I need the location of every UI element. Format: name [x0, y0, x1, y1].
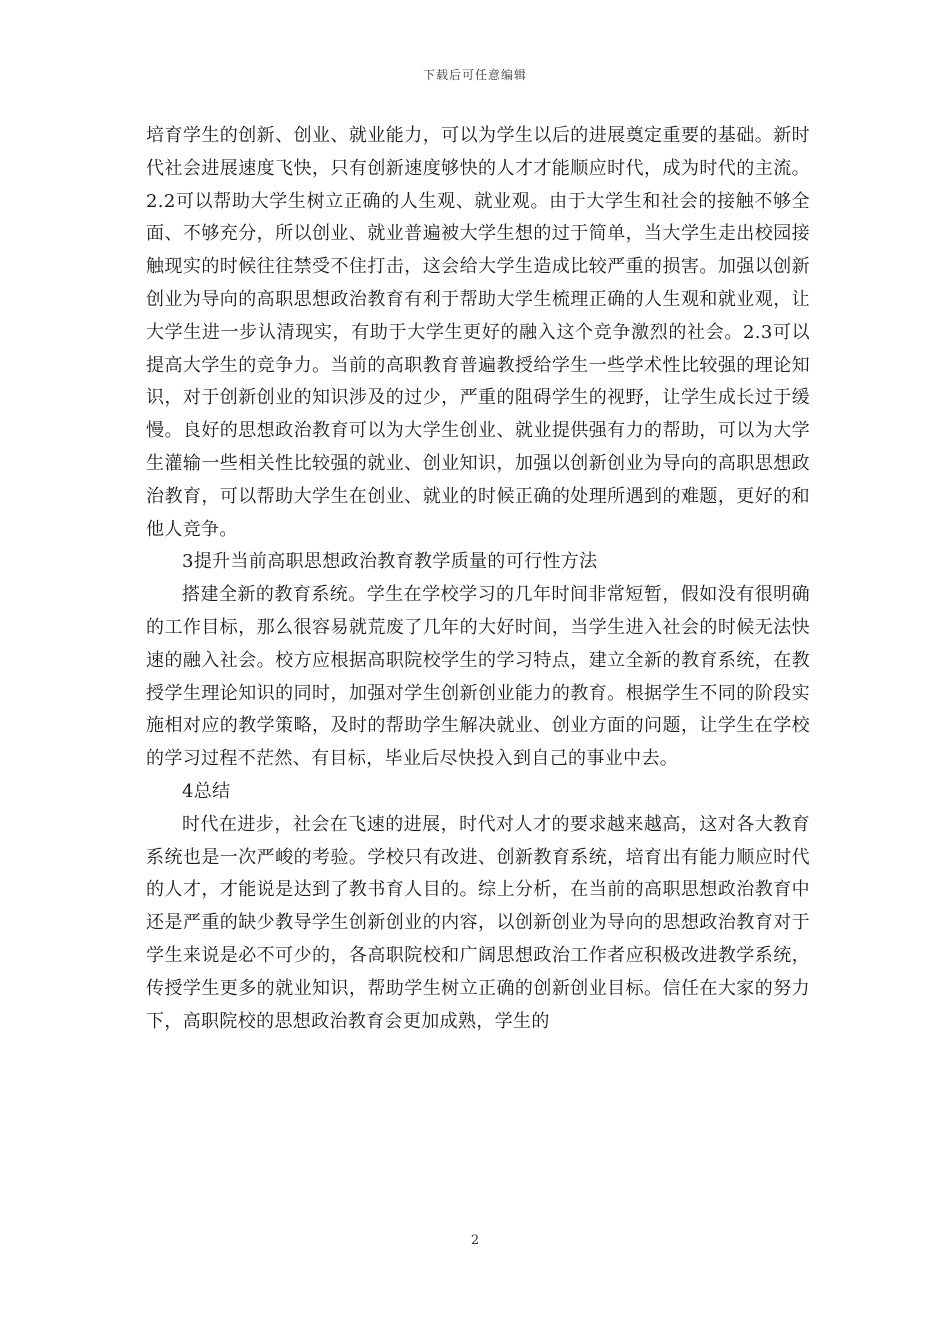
page-number: 2 [470, 1233, 480, 1248]
document-body [146, 120, 810, 1038]
page-header: 下载后可任意编辑 [422, 68, 527, 82]
section-heading-3: 3提升当前高职思想政治教育教学质量的可行性方法 [182, 551, 598, 573]
body-paragraph-1: 培育学生的创新、创业、就业能力，可以为学生以后的进展奠定重要的基础。新时代社会进展速度飞快，只有创新速度够快的人才才能顺应时代，成为时代的主流。2.2可以帮助大学生树立正确的人生观、就业观。由于大学生和社会的接触不够全面、不够充分，所以创业、就业普遍被大学生想的过于简单，当大学生走出校园接触现实的时候往往禁受不住打击，这会给大学生造成比较严重的损害。加强以创新创业为导向的高职思想政治教育有利于帮助大学生梳理正确的人生观和就业观，让大学生进一步认清现实，有助于大学生更好的融入这个竞争激烈的社会。2.3可以提高大学生的竞争力。当前的高职教育普遍教授给学生一些学术性比较强的理论知识，对于创新创业的知识涉及的过少，严重的阻碍学生的视野，让学生成长过于缓慢。良好的思想政治教育可以为大学生创业、就业提供强有力的帮助，可以为大学生灌输一些相关性比较强的就业、创业知识，加强以创新创业为导向的高职思想政治教育，可以帮助大学生在创业、就业的时候正确的处理所遇到的难题，更好的和他人竞争。 [146, 125, 810, 540]
body-paragraph-2: 搭建全新的教育系统。学生在学校学习的几年时间非常短暂，假如没有很明确的工作目标，那么很容易就荒废了几年的大好时间，当学生进入社会的时候无法快速的融入社会。校方应根据高职院校学生的学习特点，建立全新的教育系统，在教授学生理论知识的同时，加强对学生创新创业能力的教育。根据学生不同的阶段实施相对应的教学策略，及时的帮助学生解决就业、创业方面的问题，让学生在学校的学习过程不茫然、有目标，毕业后尽快投入到自己的事业中去。 [146, 584, 810, 770]
section-heading-4: 4总结 [182, 780, 231, 802]
body-paragraph-3: 时代在进步，社会在飞速的进展，时代对人才的要求越来越高，这对各大教育系统也是一次严峻的考验。学校只有改进、创新教育系统，培育出有能力顺应时代的人才，才能说是达到了教书育人目的。综上分析，在当前的高职思想政治教育中还是严重的缺少教导学生创新创业的内容，以创新创业为导向的思想政治教育对于学生来说是必不可少的，各高职院校和广阔思想政治工作者应积极改进教学系统，传授学生更多的就业知识，帮助学生树立正确的创新创业目标。信任在大家的努力下，高职院校的思想政治教育会更加成熟，学生的 [146, 813, 810, 1032]
